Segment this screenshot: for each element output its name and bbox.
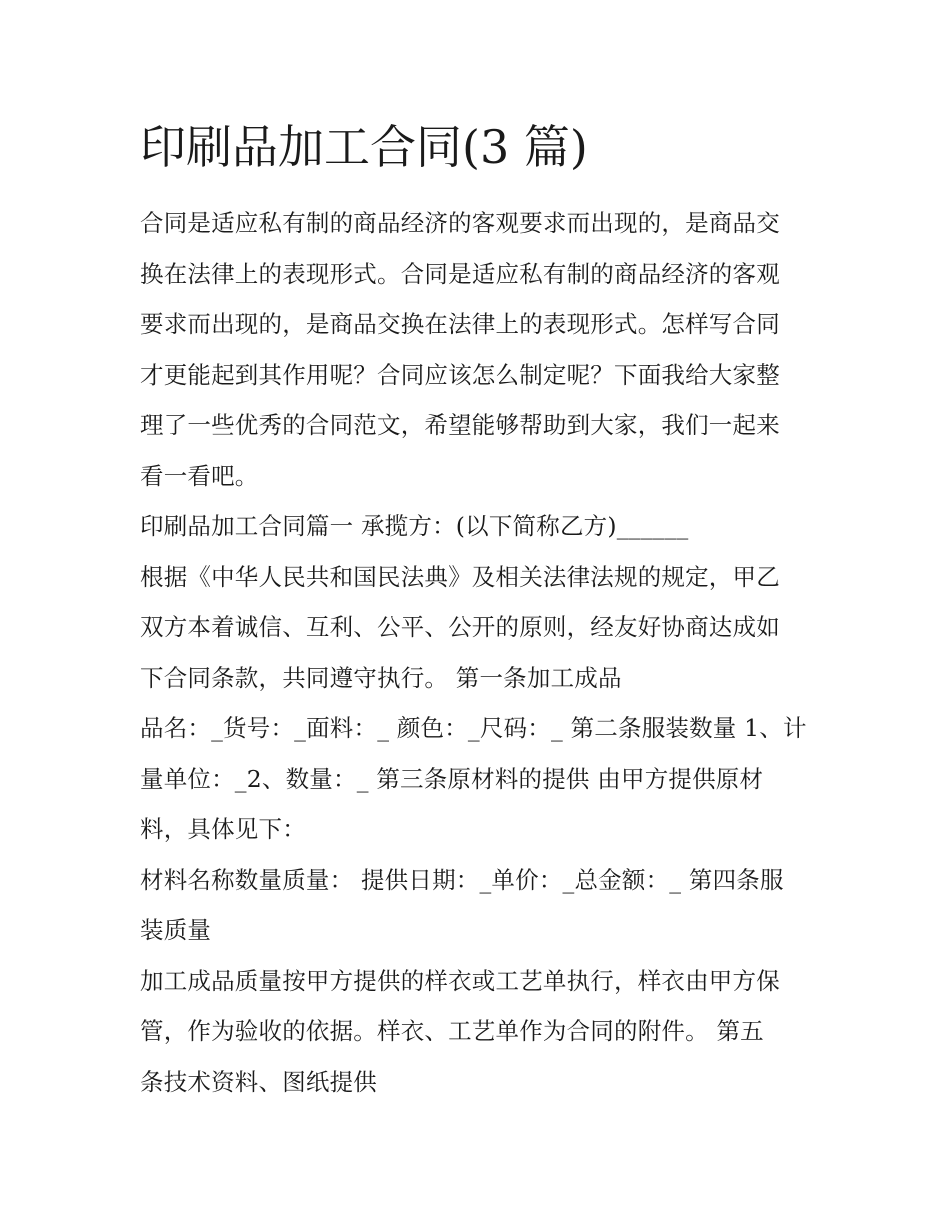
paragraph-contract-one-heading [140,501,820,552]
text-line: 要求而出现的，是商品交换在法律上的表现形式。怎样写合同 [140,310,780,338]
text-line: 品名：_货号：_面料：_ 颜色：_尺码：_ 第二条服装数量 1、计 [140,714,807,742]
text-line: 理了一些优秀的合同范文，希望能够帮助到大家，我们一起来 [140,411,780,439]
text-line: 条技术资料、图纸提供 [140,1067,377,1096]
text-line: 加工成品质量按甲方提供的样衣或工艺单执行，样衣由甲方保 [140,966,780,995]
text-line: 料，具体见下： [140,815,306,843]
text-line: 印刷品加工合同篇一 承揽方：(以下简称乙方)______ [140,512,689,540]
text-line: 双方本着诚信、互利、公平、公开的原则，经友好协商达成如 [140,613,780,641]
text-line: 下合同条款，共同遵守执行。 第一条加工成品 [140,663,622,692]
text-line: 管，作为验收的依据。样衣、工艺单作为合同的附件。 第五 [140,1017,764,1045]
text-line: 看一看吧。 [140,461,259,490]
paragraph-legal-basis [140,552,820,704]
paragraph-materials [140,855,820,956]
document-title: 印刷品加工合同(3 篇) [140,120,588,174]
text-line: 材料名称数量质量： 提供日期：_单价：_总金额：_ 第四条服 [140,865,784,894]
paragraph-intro [140,198,820,501]
paragraph-quality [140,956,820,1108]
text-line: 根据《中华人民共和国民法典》及相关法律法规的规定，甲乙 [140,562,780,591]
text-line: 合同是适应私有制的商品经济的客观要求而出现的，是商品交 [140,209,780,237]
text-line: 才更能起到其作用呢？合同应该怎么制定呢？下面我给大家整 [140,360,780,389]
text-line: 量单位：_2、数量：_ 第三条原材料的提供 由甲方提供原材 [140,764,764,793]
text-line: 装质量 [140,916,212,944]
paragraph-product-details [140,703,820,855]
text-line: 换在法律上的表现形式。合同是适应私有制的商品经济的客观 [140,259,780,288]
document-page [140,112,820,1107]
